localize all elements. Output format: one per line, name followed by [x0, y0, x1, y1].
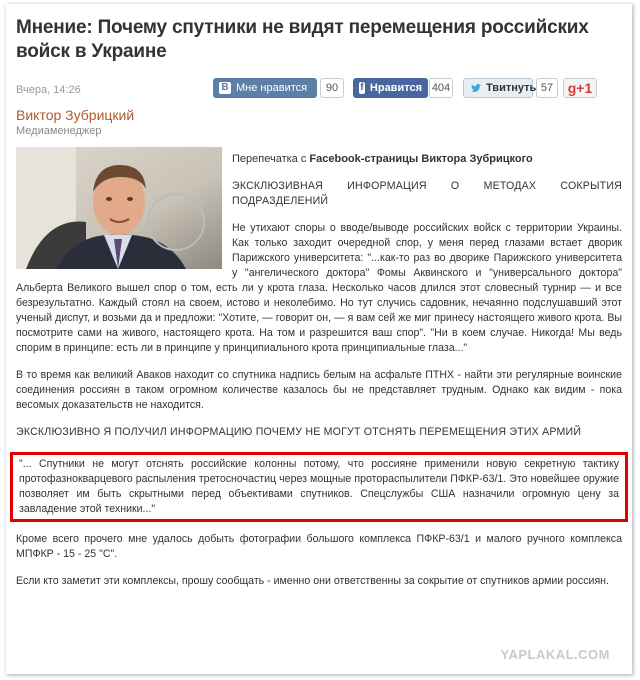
- site-watermark: YAPLAKAL.COM: [500, 647, 610, 662]
- highlighted-quote: [10, 452, 628, 522]
- paragraph-2: В то время как великий Аваков находит со спутника надпись белым на асфальте ПТНХ - найти эти регулярные воинские соединения россиян в таком огромном количестве казалось бы не представляет трудным. Однако как видим - пока весомых доказательств не находится.: [16, 369, 622, 411]
- tweet-label: Твитнуть: [486, 82, 537, 94]
- article-body: [16, 152, 622, 601]
- quote-text: "... Спутники не могут отснять российские колонны потому, что россияне применили новую секретную тактику протофазнокварцевого распыления третосночастиц через мощные протораспылители ПФКР-63/1. Это новейшее оружие позволяет им быть скрытными перед объективами спутников. Спецслужбы США назначили огромную цену за завладение этой техники...": [19, 458, 619, 515]
- paragraph-4: Если кто заметит эти комплексы, прошу сообщать - именно они ответственны за сокрытие от спутников армии россиян.: [16, 575, 609, 587]
- vk-like-count: 90: [320, 78, 344, 98]
- facebook-like-button[interactable]: [353, 78, 428, 98]
- repost-prefix: Перепечатка с: [232, 153, 310, 165]
- tweet-button[interactable]: [463, 78, 537, 98]
- gplus-button[interactable]: g+1: [563, 78, 597, 98]
- vk-like-label: Мне нравится: [236, 82, 308, 94]
- heading-exclusive-2: ЭКСКЛЮЗИВНО Я ПОЛУЧИЛ ИНФОРМАЦИЮ ПОЧЕМУ НЕ МОГУТ ОТСНЯТЬ ПЕРЕМЕЩЕНИЯ ЭТИХ АРМИЙ: [16, 426, 582, 438]
- article-date: Вчера, 14:26: [16, 84, 81, 96]
- heading-exclusive-1: ЭКСКЛЮЗИВНАЯ ИНФОРМАЦИЯ О МЕТОДАХ СОКРЫТИЯ ПОДРАЗДЕЛЕНИЙ: [232, 180, 622, 207]
- author-role: Медиаменеджер: [16, 125, 102, 137]
- paragraph-1: Не утихают споры о вводе/выводе российских войск с территории Украины. Как только заходит очередной спор, у меня перед глазами встает дворик Парижского университета: "...как-то раз во дворике Парижского университета у "ангелического доктора" Фомы Аквинского и "универсального доктора" Альберта Великого вышел спор о том, есть ли у крота глаза. Несколько часов длился этот словесный турнир — и все безрезультатно. Каждый стоял на своем, истово и неколебимо. Но тут случись садовник, нечаянно подслушавший этот ученый диспут, и возьми да и предложи: "Хотите, — говорит он, — я вам сей же миг принесу настоящего живого крота. Вы посмотрите сами на живого, настоящего крота. На том и разрешится ваш спор". "Ни в коем случае. Никогда! Мы ведь спорим в принципе: есть ли в принципе у принципиального крота принципиальные глаза...": [16, 222, 622, 354]
- twitter-bird-icon: [470, 82, 482, 94]
- vk-like-button[interactable]: [213, 78, 317, 98]
- paragraph-3: Кроме всего прочего мне удалось добыть фотографии большого комплекса ПФКР-63/1 и малого ручного комплекса МПФКР - 15 - 25 "С".: [16, 533, 622, 560]
- facebook-icon: f: [360, 82, 364, 93]
- repost-source-link[interactable]: Facebook-страницы Виктора Зубрицкого: [309, 153, 533, 165]
- author-name[interactable]: Виктор Зубрицкий: [16, 107, 135, 123]
- facebook-like-count: 404: [429, 78, 453, 98]
- facebook-like-label: Нравится: [369, 82, 422, 94]
- photo-spacer: [16, 152, 232, 276]
- article-title: Мнение: Почему спутники не видят перемещения российских войск в Украине: [16, 17, 589, 62]
- social-bar: [6, 78, 626, 100]
- vk-icon: В: [219, 82, 231, 94]
- article-page: [6, 4, 632, 674]
- tweet-count: 57: [536, 78, 558, 98]
